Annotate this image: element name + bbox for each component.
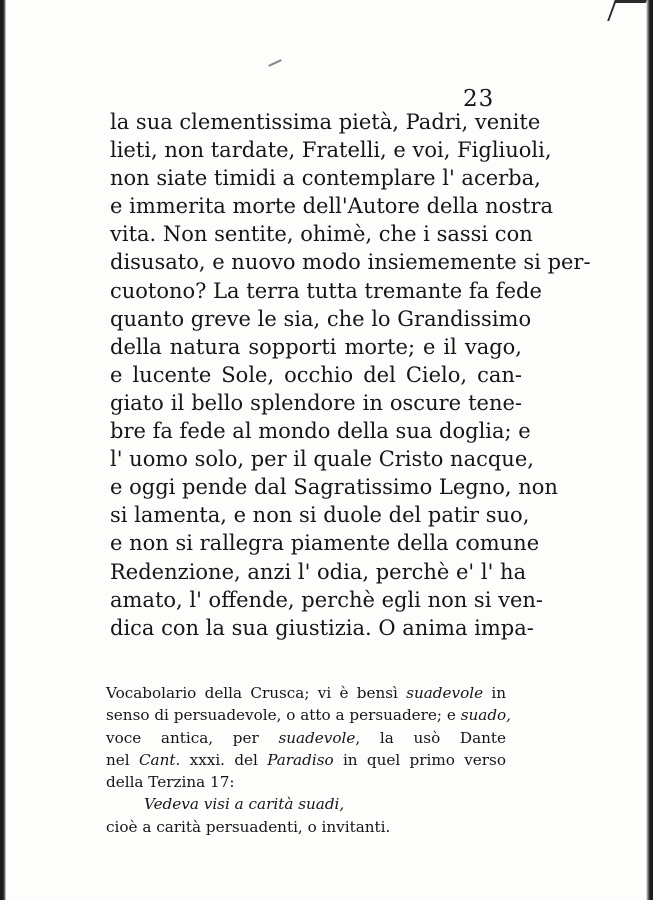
page-right-edge xyxy=(646,0,653,900)
footnote-line: cioè a carità persuadenti, o invitanti. xyxy=(106,817,391,836)
text-line: Redenzione, anzi l' odia, perchè e' l' ha xyxy=(110,559,527,584)
page-left-edge xyxy=(0,0,6,900)
footnote-line: Vocabolario della Crusca; vi è bensì suadevole in xyxy=(106,684,506,702)
text-line: non siate timidi a contemplare l' acerba, xyxy=(110,166,541,191)
text-line: dica con la sua giustizia. O anima impa- xyxy=(110,615,534,640)
footnote-line: nel Cant. xxxi. del Paradiso in quel primo verso xyxy=(106,750,506,769)
text-line: lieti, non tardate, Fratelli, e voi, Figliuoli, xyxy=(110,138,552,163)
page-number: 23 xyxy=(463,86,495,112)
text-line: e non si rallegra piamente della comune xyxy=(110,531,540,556)
text-line: bre fa fede al mondo della sua doglia; e xyxy=(110,419,531,444)
text-line: disusato, e nuovo modo insiememente si per- xyxy=(110,250,591,275)
text-line: vita. Non sentite, ohimè, che i sassi con xyxy=(110,222,533,247)
text-line: la sua clementissima pietà, Padri, venite xyxy=(110,110,541,134)
text-line: amato, l' offende, perchè egli non si ven- xyxy=(110,587,544,612)
footnote-line: senso di persuadevole, o atto a persuadere; e suado, xyxy=(106,706,512,725)
footnote-line: voce antica, per suadevole, la usò Dante xyxy=(106,728,507,747)
text-line: quanto greve le sia, che lo Grandissimo xyxy=(110,306,532,331)
stray-mark xyxy=(268,59,282,67)
footnote-quote: Vedeva visi a carità suadi, xyxy=(144,795,345,814)
footnote-line: della Terzina 17: xyxy=(106,773,235,792)
text-line: si lamenta, e non si duole del patir suo, xyxy=(110,503,530,528)
text-line: giato il bello splendore in oscure tene- xyxy=(110,390,522,415)
text-line: l' uomo solo, per il quale Cristo nacque, xyxy=(110,447,534,472)
text-line: e lucente Sole, occhio del Cielo, can- xyxy=(110,362,522,387)
corner-scan-mark xyxy=(607,0,647,21)
main-text xyxy=(110,108,591,642)
footnote xyxy=(106,682,512,838)
text-line: e immerita morte dell'Autore della nostra xyxy=(110,194,554,219)
text-line: cuotono? La terra tutta tremante fa fede xyxy=(110,278,542,303)
text-line: e oggi pende dal Sagratissimo Legno, non xyxy=(110,475,558,500)
text-line: della natura sopporti morte; e il vago, xyxy=(110,334,522,359)
